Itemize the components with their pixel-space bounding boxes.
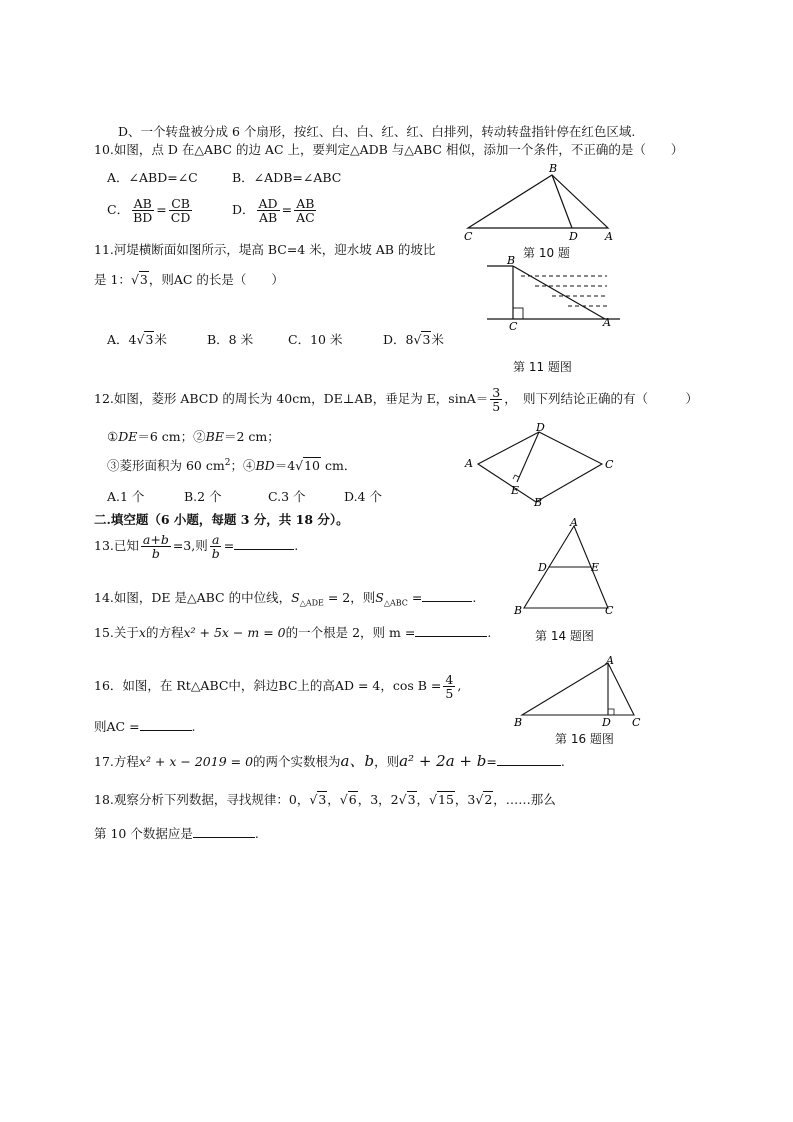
q12-option-b: B.2 个 (184, 489, 222, 504)
q16-line2-pre: 则AC = (94, 719, 140, 734)
q10-option-a: A．∠ABD=∠C (107, 170, 198, 185)
q12-stem (94, 386, 698, 413)
q15-x: x (138, 625, 146, 640)
q18-sep-1: ， (327, 792, 340, 807)
q10-option-d (232, 197, 319, 224)
q10-stem: 10.如图，点 D 在△ABC 的边 AC 上，要判定△ADB 与△ABC 相似，添加一个条件，不正确的是（ ） (94, 142, 684, 157)
q17-post: = (486, 754, 497, 769)
q15-pre: 15.关于 (94, 625, 139, 640)
q13-post: = (223, 538, 235, 554)
q12-label-d: D (536, 421, 545, 434)
q16-cos-frac (443, 673, 455, 700)
q10-option-c (107, 197, 194, 224)
q17-mid2: ，则 (374, 754, 400, 769)
q12-s4-sqrt: √10 (295, 458, 321, 474)
q14-s1: S (291, 590, 300, 605)
q16-cos-num: 4 (445, 672, 454, 687)
q12-s1-num: ① (107, 429, 119, 444)
q10-c-eq: = (156, 202, 167, 218)
q17-roots: a、b (340, 752, 375, 770)
q14-label-b: B (514, 604, 523, 617)
q10-figure (460, 160, 620, 245)
q16-line1 (94, 673, 461, 700)
q11-label-b: B (507, 254, 516, 267)
q12-statements-2 (107, 458, 356, 473)
q12-s2-val: ＝2 cm； (223, 429, 280, 444)
q13-frac2 (210, 533, 222, 560)
q10-c-frac2 (169, 197, 193, 224)
q13-frac2-num: a (212, 532, 220, 547)
q18-sqrt-5: √2 (475, 792, 493, 807)
q14-label-e: E (591, 561, 600, 574)
q13-answer-blank[interactable] (234, 537, 294, 550)
q10-label-c: C (464, 230, 473, 243)
q18-post: ，……那么 (493, 792, 556, 807)
q10-c-frac2-den: CD (170, 210, 191, 226)
q16-label-c: C (632, 716, 641, 729)
q16-label-d: D (602, 716, 611, 729)
q18-line2-end: . (254, 826, 259, 841)
q11-stem-line2 (94, 272, 284, 287)
q12-stem-pre: 12.如图，菱形 ABCD 的周长为 40cm，DE⊥AB，垂足为 E，sinA＝ (94, 391, 489, 407)
q11-d-rad: 3 (422, 332, 431, 347)
q11-caption: 第 11 题图 (513, 360, 572, 374)
q9-option-d: D、一个转盘被分成 6 个扇形，按红、白、白、红、红、白排列，转动转盘指针停在红色区域. (118, 124, 636, 139)
q10-d-frac2 (294, 197, 317, 224)
q14-label-a: A (570, 516, 578, 529)
q12-option-a: A.1 个 (107, 489, 145, 504)
q14 (94, 589, 476, 608)
q18-sep-4: ，3 (454, 792, 476, 807)
q14-s2-sub: △ABC (383, 598, 408, 608)
q17-eq: x² + x − 2019 = 0 (138, 754, 254, 769)
q13-frac1 (141, 533, 171, 560)
q18-sqrt-4: √15 (429, 792, 454, 807)
q14-s2: S (375, 590, 384, 605)
q10-label-b: B (549, 162, 558, 175)
q14-pre: 14.如图，DE 是△ABC 的中位线， (94, 590, 292, 605)
q10-label-a: A (605, 230, 613, 243)
q14-caption: 第 14 题图 (535, 629, 594, 643)
q12-figure (462, 422, 622, 510)
q12-option-c: C.3 个 (268, 489, 306, 504)
q10-c-frac1 (131, 197, 154, 224)
q13 (94, 533, 298, 560)
q10-c-frac1-num: AB (133, 196, 152, 211)
q10-option-b: B．∠ADB=∠ABC (232, 170, 342, 185)
q14-label-d: D (538, 561, 547, 574)
q18-line1 (94, 792, 556, 807)
q18-answer-blank[interactable] (193, 825, 255, 838)
q10-d-frac2-den: AC (296, 210, 315, 226)
q13-frac1-den: b (151, 546, 160, 562)
q12-sin-frac (490, 386, 502, 413)
q11-a-rad: 3 (145, 332, 154, 347)
section2-title: 二.填空题（6 小题，每题 3 分，共 18 分）。 (94, 512, 349, 527)
q11-sqrt-rad: 3 (139, 272, 148, 287)
q16-text: 16．如图，在 Rt△ABC中，斜边BC上的高AD = 4，cos B = (94, 678, 442, 694)
q17-pre: 17.方程 (94, 754, 139, 769)
q18-rad-1: 3 (318, 792, 327, 807)
q11-d-pre: D．8 (383, 332, 414, 347)
q11-a-post: 米 (154, 332, 167, 347)
q18-sqrt-3: √3 (398, 792, 416, 807)
q12-stem-post: ， 则下列结论正确的有（ ） (504, 391, 699, 407)
q18-sqrt-1: √3 (309, 792, 327, 807)
q11-d-post: 米 (431, 332, 444, 347)
q12-s1-val: ＝6 cm；② (137, 429, 206, 444)
q12-option-d: D.4 个 (344, 489, 382, 504)
q14-s1-val: = 2，则 (323, 590, 376, 605)
q16-answer-blank[interactable] (140, 718, 192, 731)
q12-s1-math: DE (118, 429, 138, 444)
q16-line2 (94, 718, 196, 734)
q18-rad-2: 6 (348, 792, 357, 807)
q18-sep-2: ，3，2 (357, 792, 399, 807)
q14-end: . (472, 590, 477, 605)
q18-rad-5: 2 (484, 792, 493, 807)
q13-pre: 13.已知 (94, 538, 139, 554)
q17-answer-blank[interactable] (497, 753, 561, 766)
q18-line2-pre: 第 10 个数据应是 (94, 826, 193, 841)
q10-label-d: D (569, 230, 578, 243)
q12-s4-math: BD (255, 458, 275, 474)
q15-answer-blank[interactable] (415, 624, 487, 637)
q16-line2-end: . (191, 719, 196, 734)
q16-cos-den: 5 (445, 686, 454, 702)
q14-s1-sub: △ADE (299, 598, 324, 608)
q13-end: . (294, 538, 299, 554)
q12-s3: ③菱形面积为 60 cm (107, 458, 225, 474)
q15 (94, 624, 491, 640)
q16-figure (510, 655, 645, 730)
q18-sep-3: ， (416, 792, 430, 807)
q12-sin-den: 5 (492, 399, 501, 415)
q17 (94, 752, 565, 770)
q12-s2-math: BE (205, 429, 224, 444)
q11-a-pre: A．4 (107, 332, 137, 347)
q10-d-prefix: D． (232, 202, 255, 218)
q15-end: . (487, 625, 492, 640)
q14-label-c: C (605, 604, 614, 617)
q18-line2 (94, 825, 259, 841)
q12-label-b: B (534, 496, 543, 509)
q11-figure (485, 254, 625, 334)
q12-s3-post: ；④ (230, 458, 256, 474)
q10-d-frac1 (257, 197, 280, 224)
q18-pre: 18.观察分析下列数据，寻找规律：0， (94, 792, 310, 807)
q12-label-a: A (465, 457, 473, 470)
q10-d-frac1-num: AD (258, 196, 278, 211)
q16-line1-end: , (457, 678, 462, 694)
q14-answer-blank[interactable] (422, 589, 472, 602)
q13-frac1-num: a+b (142, 532, 169, 547)
q12-s4-rad: 10 (304, 458, 321, 474)
q16-label-a: A (606, 654, 614, 667)
q11-stem-line1: 11.河堤横断面如图所示，堤高 BC=4 米，迎水坡 AB 的坡比 (94, 242, 436, 257)
q15-post: 的一个根是 2，则 m = (285, 625, 416, 640)
q14-s2-val: = (407, 590, 423, 605)
q11-a-sqrt: √3 (136, 332, 154, 347)
q15-mid: 的方程 (145, 625, 184, 640)
q13-frac2-den: b (211, 546, 220, 562)
q10-d-eq: = (281, 202, 293, 218)
q13-mid: =3,则 (172, 538, 208, 554)
q10-c-frac2-num: CB (171, 196, 190, 211)
q12-sin-num: 3 (492, 385, 501, 400)
q15-eq: x² + 5x − m = 0 (183, 625, 286, 640)
q12-s4-unit: cm． (321, 458, 357, 474)
q18-sqrt-2: √6 (339, 792, 357, 807)
q17-expr: a² + 2a + b (399, 752, 487, 770)
q11-label-a: A (603, 316, 611, 329)
q14-figure (510, 516, 620, 618)
q11-option-a (107, 332, 167, 347)
q16-caption: 第 16 题图 (555, 732, 614, 746)
q18-rad-4: 15 (438, 792, 454, 807)
q12-label-e: E (511, 484, 520, 497)
q10-c-frac1-den: BD (133, 210, 153, 226)
q11-d-sqrt: √3 (413, 332, 431, 347)
q11-option-b: B．8 米 (207, 332, 254, 347)
q11-stem-post: ，则AC 的长是（ ） (148, 272, 284, 287)
q17-mid: 的两个实数根为 (253, 754, 341, 769)
q10-d-frac2-num: AB (296, 196, 315, 211)
q12-s3-sup: 2 (224, 458, 231, 468)
q11-label-c: C (509, 320, 518, 333)
q10-d-frac1-den: AB (258, 210, 278, 226)
q11-sqrt: √3 (130, 272, 148, 287)
q16-label-b: B (514, 716, 523, 729)
q11-stem-pre: 是 1： (94, 272, 131, 287)
q18-rad-3: 3 (407, 792, 416, 807)
q10-caption: 第 10 题 (523, 246, 570, 260)
q11-option-c: C．10 米 (288, 332, 343, 347)
q12-label-c: C (605, 458, 614, 471)
q12-s4-val: ＝4 (274, 458, 296, 474)
q12-statements-1 (107, 429, 280, 444)
q10-c-prefix: C． (107, 202, 130, 218)
q11-option-d (383, 332, 444, 347)
q17-end: . (560, 754, 565, 769)
